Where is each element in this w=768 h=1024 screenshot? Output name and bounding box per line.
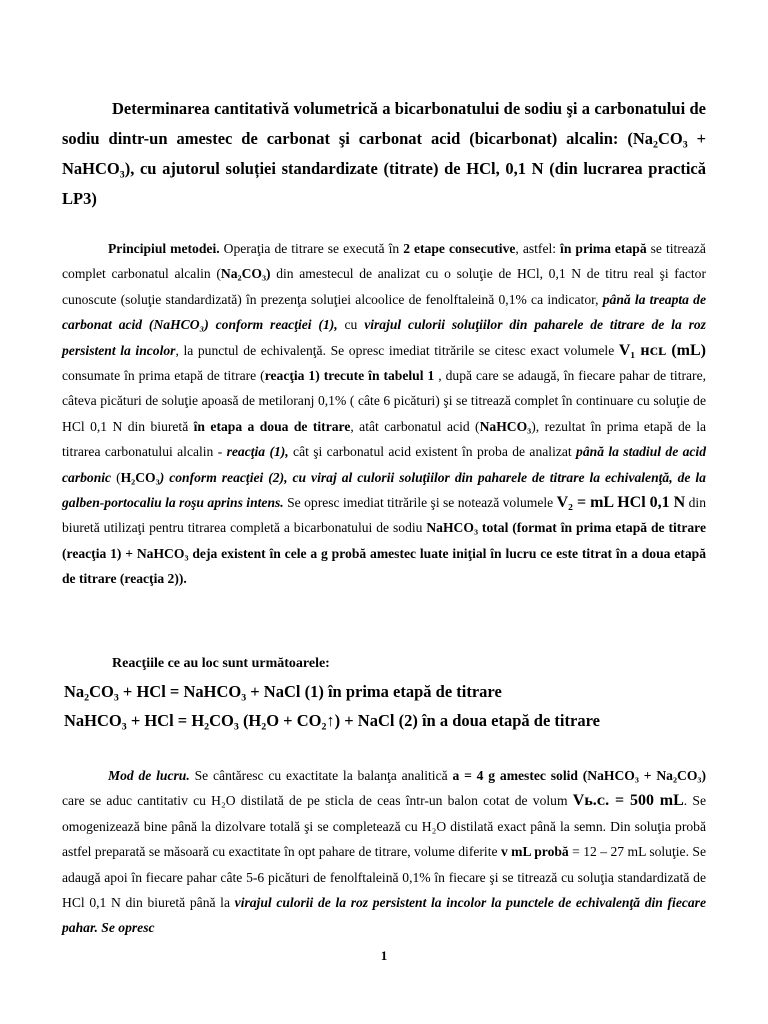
- document-title: Determinarea cantitativă volumetrică a bicarbonatului de sodiu şi a carbonatului de sodiu dintr-un amestec de carbonat şi carbonat acid (bicarbonat) alcalin: (Na₂CO₃ + NaHCO₃), cu ajutorul soluției standardizate (titrate) de HCl, 0,1 N (din lucrarea practică LP3): [62, 99, 706, 208]
- flask-volume-label: Vь.ᴄ. = 500 mL: [572, 792, 684, 810]
- text-run-bold-italic: până la stadiul de acid carbonic: [62, 444, 706, 485]
- text-run: = 12 – 27 mL soluţie. Se adaugă apoi în fiecare pahar câte 5-6 picături de fenolftaleină 0,1% în fiecare şi se titrează cu soluţia standardizată de HCl 0,1 N din biuretă până la: [62, 844, 706, 911]
- text-run-bold: Na₂CO₃): [220, 266, 271, 282]
- text-run-bold: 2 etape consecutive: [403, 241, 516, 256]
- text-run-bold: NaHCO₃: [479, 418, 532, 434]
- text-run-bold: a = 4 g amestec solid (NaHCO₃ + Na₂CO₃): [452, 768, 707, 783]
- volume-v2-label: V₂ = mL HCl 0,1 N: [556, 494, 686, 512]
- text-run-bold-italic: ) conform reacţiei (2), cu viraj al culorii soluţiilor din paharele de titrare la echivalenţă, de la galben-portocaliu la roşu aprins intens.: [62, 469, 706, 511]
- text-run-bold-italic: până la treapta de carbonat acid (NaHCO₃) conform reacţiei (1),: [62, 291, 706, 333]
- text-run-bold-italic: virajul culorii de la roz persistent la incolor la punctele de echivalenţă din fiecare pahar. Se opresc: [62, 895, 707, 936]
- text-run-bold-italic: virajul culorii soluţiilor din paharele de titrare de la roz persistent la incolor: [62, 317, 706, 358]
- principle-paragraph: [62, 236, 706, 592]
- text-run: din biuretă utilizaţi pentru titrarea completă a bicarbonatului de sodiu: [62, 495, 706, 536]
- page-number: 1: [380, 948, 388, 963]
- text-run: Operaţia de titrare se execută în: [219, 241, 404, 256]
- text-run-bold: reacţia 1) trecute în tabelul 1: [264, 368, 439, 384]
- text-run: , atât carbonatul acid (: [350, 418, 480, 434]
- text-run-bold: NaHCO₃ total (format în prima etapă de titrare (reacţia 1) + NaHCO₃ deja existent în cele a g probă amestec luate iniţial în lucru ce este titrat în a doua etapă de titrare (reacţia 2)).: [62, 520, 706, 587]
- text-run: cu: [337, 317, 365, 333]
- text-run: (: [111, 469, 121, 485]
- text-run: Se cântăresc cu exactitate la balanţa analitică: [189, 768, 453, 783]
- volume-v1-label: V₁ ʜᴄʟ (mL): [618, 341, 706, 359]
- text-run: cât şi carbonatul acid existent în proba de analizat: [288, 444, 577, 460]
- text-run: se titrează complet carbonatul alcalin (: [62, 241, 706, 282]
- text-run-bold: H₂CO₃: [120, 469, 160, 485]
- reactions-intro: Reacţiile ce au loc sunt următoarele:: [112, 656, 330, 671]
- principle-heading: Principiul metodei.: [108, 241, 220, 256]
- text-run-bold: v mL probă: [500, 844, 569, 860]
- text-run: , după care se adaugă, în fiecare pahar de titrare, câteva picături de soluţie apoasă de metiloranj 0,1% ( câte 6 picături) şi se titrează complet în continuare cu soluţie de HCl 0,1 N din biuretă: [62, 368, 707, 434]
- text-run: care se aduc cantitativ cu H₂O distilată de pe sticla de ceas într-un balon cotat de volum: [62, 793, 573, 809]
- reaction-1: Na₂CO₃ + HCl = NaHCO₃ + NaCl (1) în prima etapă de titrare: [64, 682, 502, 701]
- text-run: . Se omogenizează bine până la dizolvare totală şi se completează cu H₂O distilată exact până la semn. Din soluţia probă astfel preparată se măsoară cu exactitate în opt pahare de titrare, volume diferite: [62, 793, 706, 860]
- text-run: , astfel:: [515, 241, 561, 256]
- procedure-paragraph: [62, 763, 706, 941]
- text-run: , la punctul de echivalenţă. Se opresc imediat titrările se citesc exact volumele: [175, 342, 619, 358]
- reaction-2: NaHCO₃ + HCl = H₂CO₃ (H₂O + CO₂↑) + NaCl (2) în a doua etapă de titrare: [64, 711, 600, 730]
- text-run-bold-italic: reacţia (1),: [226, 444, 289, 460]
- text-run-bold: în prima etapă: [560, 241, 647, 256]
- text-run-bold: în etapa a doua de titrare: [193, 418, 351, 434]
- text-run: ), rezultat în prima etapă de la titrarea carbonatului alcalin -: [62, 418, 707, 460]
- procedure-heading: Mod de lucru.: [108, 768, 190, 783]
- text-run: din amestecul de analizat cu o soluţie de HCl, 0,1 N de titru real şi factor cunoscute (soluţie standardizată) în prezenţa soluţiei alcoolice de fenolftaleină 0,1% ca indicator,: [62, 266, 706, 307]
- text-run: consumate în prima etapă de titrare (: [62, 368, 265, 384]
- text-run: Se opresc imediat titrările şi se notează volumele: [283, 495, 557, 511]
